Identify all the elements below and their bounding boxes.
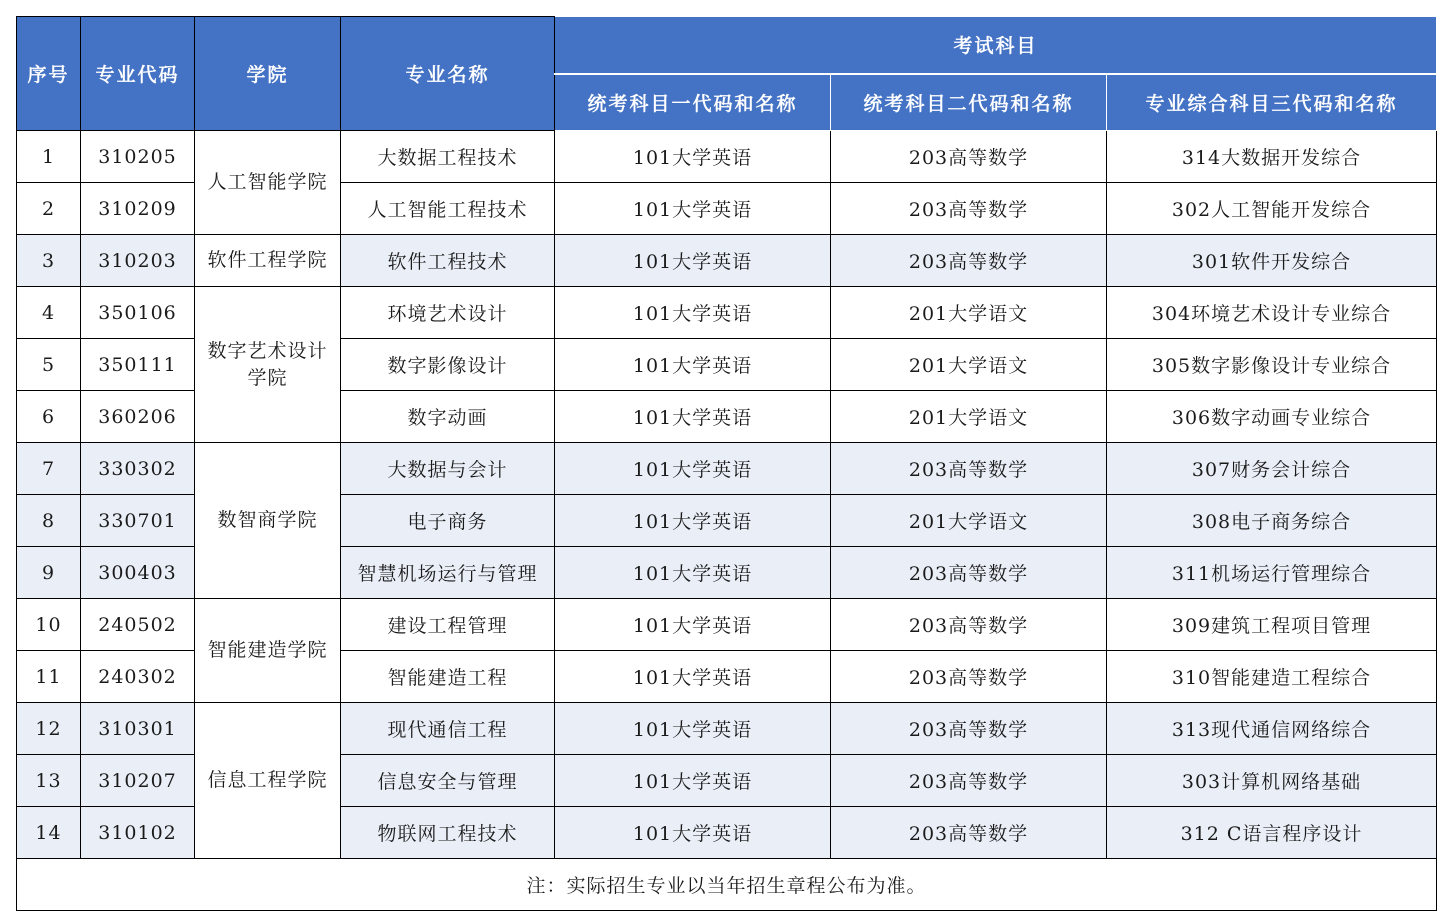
cell-exam2: 203高等数学 — [831, 599, 1107, 651]
cell-seq: 6 — [17, 391, 81, 443]
cell-seq: 14 — [17, 807, 81, 859]
table-row — [17, 235, 1437, 287]
header-exam-group: 考试科目 — [555, 17, 1437, 74]
cell-major: 大数据与会计 — [341, 443, 555, 495]
cell-exam1: 101大学英语 — [555, 443, 831, 495]
cell-seq: 11 — [17, 651, 81, 703]
cell-seq: 1 — [17, 131, 81, 183]
cell-exam1: 101大学英语 — [555, 131, 831, 183]
cell-exam3: 304环境艺术设计专业综合 — [1107, 287, 1437, 339]
exam-subject-table — [16, 16, 1437, 911]
cell-major: 环境艺术设计 — [341, 287, 555, 339]
cell-seq: 9 — [17, 547, 81, 599]
cell-exam1: 101大学英语 — [555, 547, 831, 599]
cell-code: 310203 — [81, 235, 195, 287]
cell-exam3: 305数字影像设计专业综合 — [1107, 339, 1437, 391]
cell-exam3: 309建筑工程项目管理 — [1107, 599, 1437, 651]
cell-exam2: 203高等数学 — [831, 755, 1107, 807]
cell-exam3: 313现代通信网络综合 — [1107, 703, 1437, 755]
cell-exam2: 201大学语文 — [831, 495, 1107, 547]
table-row — [17, 131, 1437, 183]
cell-exam2: 201大学语文 — [831, 339, 1107, 391]
cell-exam2: 201大学语文 — [831, 287, 1107, 339]
cell-exam2: 203高等数学 — [831, 131, 1107, 183]
cell-exam1: 101大学英语 — [555, 183, 831, 235]
table-body — [17, 131, 1437, 859]
cell-code: 310205 — [81, 131, 195, 183]
cell-seq: 7 — [17, 443, 81, 495]
cell-exam2: 201大学语文 — [831, 391, 1107, 443]
cell-exam2: 203高等数学 — [831, 235, 1107, 287]
cell-exam2: 203高等数学 — [831, 651, 1107, 703]
cell-exam3: 306数字动画专业综合 — [1107, 391, 1437, 443]
cell-exam3: 308电子商务综合 — [1107, 495, 1437, 547]
header-exam3: 专业综合科目三代码和名称 — [1107, 74, 1437, 131]
cell-college: 数字艺术设计 学院 — [195, 287, 341, 443]
table-row — [17, 443, 1437, 495]
cell-major: 智能建造工程 — [341, 651, 555, 703]
cell-seq: 4 — [17, 287, 81, 339]
cell-college: 智能建造学院 — [195, 599, 341, 703]
cell-exam2: 203高等数学 — [831, 703, 1107, 755]
cell-exam3: 303计算机网络基础 — [1107, 755, 1437, 807]
cell-college: 人工智能学院 — [195, 131, 341, 235]
cell-exam3: 302人工智能开发综合 — [1107, 183, 1437, 235]
cell-major: 建设工程管理 — [341, 599, 555, 651]
cell-exam1: 101大学英语 — [555, 651, 831, 703]
cell-exam2: 203高等数学 — [831, 807, 1107, 859]
header-major: 专业名称 — [341, 17, 555, 131]
cell-code: 310207 — [81, 755, 195, 807]
cell-major: 人工智能工程技术 — [341, 183, 555, 235]
cell-exam1: 101大学英语 — [555, 391, 831, 443]
table-row — [17, 287, 1437, 339]
cell-major: 信息安全与管理 — [341, 755, 555, 807]
cell-exam1: 101大学英语 — [555, 495, 831, 547]
cell-seq: 8 — [17, 495, 81, 547]
cell-college: 信息工程学院 — [195, 703, 341, 859]
cell-exam3: 312 C语言程序设计 — [1107, 807, 1437, 859]
cell-major: 电子商务 — [341, 495, 555, 547]
header-exam1: 统考科目一代码和名称 — [555, 74, 831, 131]
cell-exam1: 101大学英语 — [555, 755, 831, 807]
cell-code: 360206 — [81, 391, 195, 443]
header-college: 学院 — [195, 17, 341, 131]
cell-code: 310301 — [81, 703, 195, 755]
cell-major: 大数据工程技术 — [341, 131, 555, 183]
cell-exam1: 101大学英语 — [555, 599, 831, 651]
cell-major: 现代通信工程 — [341, 703, 555, 755]
cell-major: 物联网工程技术 — [341, 807, 555, 859]
cell-seq: 3 — [17, 235, 81, 287]
header-seq: 序号 — [17, 17, 81, 131]
cell-exam3: 314大数据开发综合 — [1107, 131, 1437, 183]
cell-exam1: 101大学英语 — [555, 235, 831, 287]
table-row — [17, 703, 1437, 755]
cell-exam3: 301软件开发综合 — [1107, 235, 1437, 287]
cell-code: 240502 — [81, 599, 195, 651]
header-code: 专业代码 — [81, 17, 195, 131]
cell-code: 300403 — [81, 547, 195, 599]
cell-code: 310102 — [81, 807, 195, 859]
cell-exam2: 203高等数学 — [831, 547, 1107, 599]
cell-college: 数智商学院 — [195, 443, 341, 599]
cell-college: 软件工程学院 — [195, 235, 341, 287]
header-exam2: 统考科目二代码和名称 — [831, 74, 1107, 131]
cell-seq: 13 — [17, 755, 81, 807]
cell-code: 350111 — [81, 339, 195, 391]
cell-major: 智慧机场运行与管理 — [341, 547, 555, 599]
cell-seq: 2 — [17, 183, 81, 235]
cell-seq: 5 — [17, 339, 81, 391]
cell-code: 330701 — [81, 495, 195, 547]
cell-exam3: 310智能建造工程综合 — [1107, 651, 1437, 703]
cell-major: 软件工程技术 — [341, 235, 555, 287]
cell-exam2: 203高等数学 — [831, 443, 1107, 495]
cell-code: 240302 — [81, 651, 195, 703]
cell-major: 数字动画 — [341, 391, 555, 443]
cell-exam1: 101大学英语 — [555, 339, 831, 391]
cell-exam1: 101大学英语 — [555, 703, 831, 755]
cell-exam1: 101大学英语 — [555, 807, 831, 859]
cell-seq: 10 — [17, 599, 81, 651]
cell-code: 330302 — [81, 443, 195, 495]
cell-code: 350106 — [81, 287, 195, 339]
cell-exam3: 311机场运行管理综合 — [1107, 547, 1437, 599]
cell-exam1: 101大学英语 — [555, 287, 831, 339]
cell-major: 数字影像设计 — [341, 339, 555, 391]
cell-exam2: 203高等数学 — [831, 183, 1107, 235]
cell-code: 310209 — [81, 183, 195, 235]
table-row — [17, 599, 1437, 651]
cell-exam3: 307财务会计综合 — [1107, 443, 1437, 495]
cell-seq: 12 — [17, 703, 81, 755]
footnote: 注：实际招生专业以当年招生章程公布为准。 — [17, 859, 1437, 911]
